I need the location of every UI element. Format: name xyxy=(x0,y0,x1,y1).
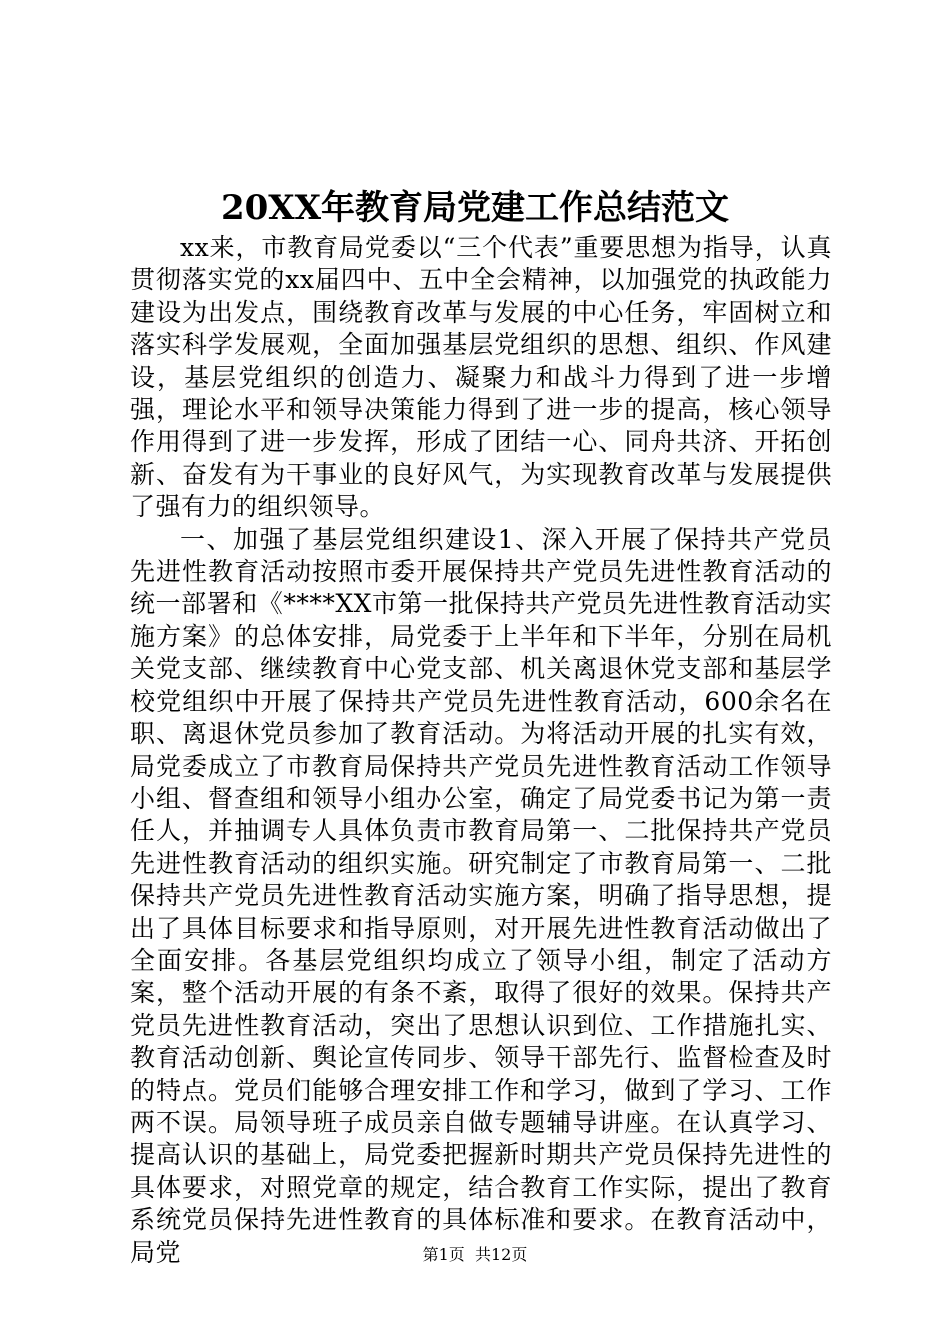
footer-spacer xyxy=(465,1245,475,1264)
document-body xyxy=(130,232,832,1269)
page-number-current: 第1页 xyxy=(422,1245,465,1264)
page-footer xyxy=(0,1244,950,1266)
page-number-total: 共12页 xyxy=(474,1245,528,1264)
body-paragraph-1: xx来，市教育局党委以“三个代表”重要思想为指导，认真贯彻落实党的xx届四中、五中全会精神，以加强党的执政能力建设为出发点，围绕教育改革与发展的中心任务，牢固树立和落实科学发展观，全面加强基层党组织的思想、组织、作风建设，基层党组织的创造力、凝聚力和战斗力得到了进一步增强，理论水平和领导决策能力得到了进一步的提高，核心领导作用得到了进一步发挥，形成了团结一心、同舟共济、开拓创新、奋发有为干事业的良好风气，为实现教育改革与发展提供了强有力的组织领导。 xyxy=(130,233,832,522)
body-paragraph-2: 一、加强了基层党组织建设1、深入开展了保持共产党员先进性教育活动按照市委开展保持共产党员先进性教育活动的统一部署和《****XX市第一批保持共产党员先进性教育活动实施方案》的总体安排，局党委于上半年和下半年，分别在局机关党支部、继续教育中心党支部、机关离退休党支部和基层学校党组织中开展了保持共产党员先进性教育活动，600余名在职、离退休党员参加了教育活动。为将活动开展的扎实有效，局党委成立了市教育局保持共产党员先进性教育活动工作领导小组、督查组和领导小组办公室，确定了局党委书记为第一责任人，并抽调专人具体负责市教育局第一、二批保持共产党员先进性教育活动的组织实施。研究制定了市教育局第一、二批保持共产党员先进性教育活动实施方案，明确了指导思想，提出了具体目标要求和指导原则，对开展先进性教育活动做出了全面安排。各基层党组织均成立了领导小组，制定了活动方案，整个活动开展的有条不紊，取得了很好的效果。保持共产党员先进性教育活动，突出了思想认识到位、工作措施扎实、教育活动创新、舆论宣传同步、领导干部先行、监督检查及时的特点。党员们能够合理安排工作和学习，做到了学习、工作两不误。局领导班子成员亲自做专题辅导讲座。在认真学习、提高认识的基础上，局党委把握新时期共产党员保持先进性的具体要求，对照党章的规定，结合教育工作实际，提出了教育系统党员保持先进性教育的具体标准和要求。在教育活动中，局党 xyxy=(130,524,832,1267)
document-title: 20XX年教育局党建工作总结范文 xyxy=(220,188,730,228)
